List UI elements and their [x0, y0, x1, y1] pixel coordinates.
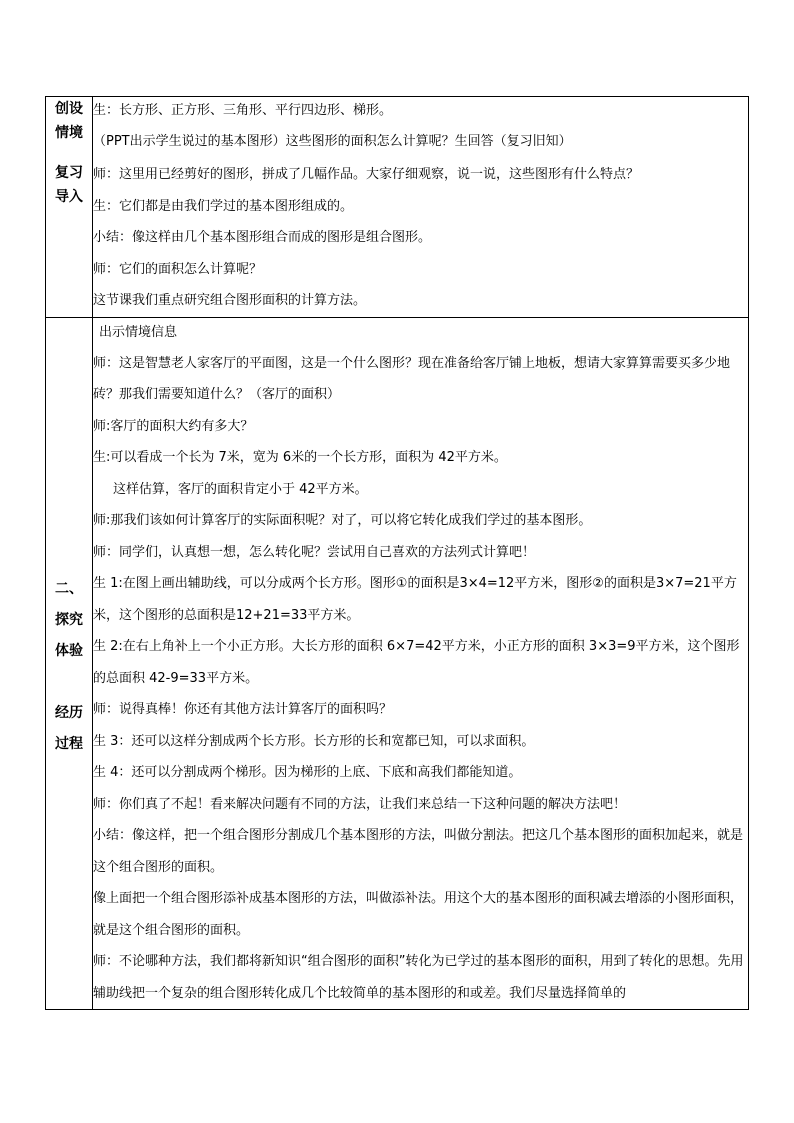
label-line: 过程 — [55, 735, 83, 752]
paragraph: 生 3：还可以这样分割成两个长方形。长方形的长和宽都已知，可以求面积。 — [93, 733, 535, 749]
section-explore-content — [93, 317, 749, 1010]
paragraph: 这节课我们重点研究组合图形面积的计算方法。 — [93, 293, 367, 308]
label-line: 体验 — [55, 642, 83, 659]
label-line: 情境 — [55, 125, 83, 141]
section-explore-label — [46, 317, 93, 1010]
paragraph: 小结：像这样由几个基本图形组合而成的图形是组合图形。 — [93, 230, 432, 245]
paragraph: 生:可以看成一个长为 7米，宽为 6米的一个长方形，面积为 42平方米。 — [93, 450, 507, 465]
paragraph: 师:客厅的面积大约有多大？ — [93, 418, 254, 434]
label-line: 创设 — [55, 101, 83, 117]
paragraph: 生 2:在右上角补上一个小正方形。大长方形的面积 6×7=42平方米，小正方形的面积 3×3=9平方米，这个图形的总面积 42-9=33平方米。 — [93, 639, 740, 686]
paragraph: 师：同学们，认真想一想，怎么转化呢？尝试用自己喜欢的方法列式计算吧！ — [93, 544, 536, 560]
label-line: 探究 — [55, 611, 83, 628]
paragraph: 师：你们真了不起！看来解决问题有不同的方法，让我们来总结一下这种问题的解决方法吧！ — [93, 796, 627, 812]
section-explore-row — [46, 317, 749, 1010]
paragraph: 生：它们都是由我们学过的基本图形组成的。 — [93, 198, 354, 214]
section-review-content — [93, 97, 749, 318]
label-line: 导入 — [55, 189, 83, 205]
paragraph: （PPT出示学生说过的基本图形）这些图形的面积怎么计算呢？生回答（复习旧知） — [93, 134, 572, 149]
lesson-plan-table — [45, 96, 749, 1010]
label-line: 经历 — [55, 704, 83, 721]
paragraph: 师:那我们该如何计算客厅的实际面积呢？对了，可以将它转化成我们学过的基本图形。 — [93, 513, 592, 528]
paragraph: 像上面把一个组合图形添补成基本图形的方法，叫做添补法。用这个大的基本图形的面积减去增添的小图形面积，就是这个组合图形的面积。 — [93, 891, 744, 938]
paragraph: 生：长方形、正方形、三角形、平行四边形、梯形。 — [93, 103, 393, 118]
label-line: 二、 — [55, 580, 83, 597]
paragraph: 师：说得真棒！你还有其他方法计算客厅的面积吗？ — [93, 702, 393, 717]
paragraph: 小结：像这样，把一个组合图形分割成几个基本图形的方法，叫做分割法。把这几个基本图形的面积加起来，就是这个组合图形的面积。 — [93, 828, 744, 875]
paragraph: 师：它们的面积怎么计算呢？ — [93, 261, 263, 277]
section-review-row — [46, 97, 749, 318]
paragraph: 师：这里用已经剪好的图形，拼成了几幅作品。大家仔细观察，说一说，这些图形有什么特点？ — [93, 167, 640, 182]
paragraph: 师：不论哪种方法，我们都将新知识“组合图形的面积”转化为已学过的基本图形的面积，用到了转化的思想。先用辅助线把一个复杂的组合图形转化成几个比较简单的基本图形的和或差。我们尽量选择简单的 — [93, 954, 744, 1001]
paragraph: 生 1:在图上画出辅助线，可以分成两个长方形。图形①的面积是3×4=12平方米，图形②的面积是3×7=21平方米，这个图形的总面积是12+21=33平方米。 — [93, 576, 737, 623]
paragraph: 出示情境信息 — [99, 324, 178, 340]
paragraph: 生 4：还可以分割成两个梯形。因为梯形的上底、下底和高我们都能知道。 — [93, 765, 522, 780]
section-review-label — [46, 97, 93, 318]
paragraph: 这样估算，客厅的面积肯定小于 42平方米。 — [113, 481, 368, 497]
label-line: 复习 — [55, 165, 83, 181]
paragraph: 师：这是智慧老人家客厅的平面图，这是一个什么图形？现在准备给客厅铺上地板，想请大家算算需要买多少地砖？那我们需要知道什么？（客厅的面积） — [93, 355, 731, 402]
